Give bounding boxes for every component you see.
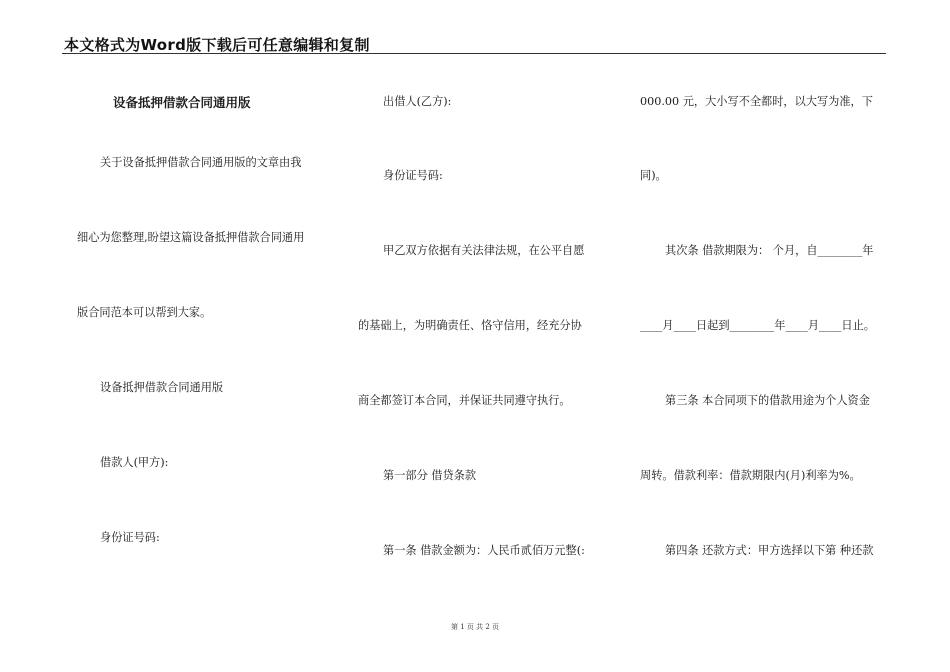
borrower-label: 借款人(甲方): bbox=[100, 456, 169, 469]
document-title: 设备抵押借款合同通用版 bbox=[113, 95, 251, 110]
preamble-line-2: 的基础上，为明确责任、恪守信用，经充分协 bbox=[358, 319, 582, 332]
borrower-id-label: 身份证号码: bbox=[100, 531, 160, 544]
preamble-line-1: 甲乙双方依据有关法律法规，在公平自愿 bbox=[383, 244, 585, 257]
article-3-line-2: 周转。借款利率：借款期限内(月)利率为%。 bbox=[640, 469, 861, 482]
intro-line-3: 版合同范本可以帮到大家。 bbox=[77, 306, 212, 319]
amount-end-line: 同)。 bbox=[640, 169, 667, 182]
article-2-line-2: ____月____日起到________年____月____日止。 bbox=[640, 319, 875, 332]
article-3-line-1: 第三条 本合同项下的借款用途为个人资金 bbox=[665, 394, 870, 407]
article-1-line: 第一条 借款金额为：人民币贰佰万元整(: bbox=[383, 544, 585, 557]
intro-line-2: 细心为您整理,盼望这篇设备抵押借款合同通用 bbox=[77, 231, 305, 244]
article-2-line-1: 其次条 借款期限为： 个月，自________年 bbox=[665, 244, 874, 257]
document-header-title: 本文格式为Word版下载后可任意编辑和复制 bbox=[64, 36, 370, 54]
lender-label: 出借人(乙方): bbox=[383, 95, 452, 108]
page-number-footer: 第 1 页 共 2 页 bbox=[450, 623, 500, 631]
article-4-line: 第四条 还款方式：甲方选择以下第 种还款 bbox=[665, 544, 874, 557]
preamble-line-3: 商全都签订本合同，并保证共同遵守执行。 bbox=[358, 394, 571, 407]
part-1-heading: 第一部分 借贷条款 bbox=[383, 469, 477, 482]
contract-subtitle: 设备抵押借款合同通用版 bbox=[100, 381, 224, 394]
amount-continuation-line: 000.00 元，大小写不全都时，以大写为准，下 bbox=[640, 95, 873, 108]
intro-line-1: 关于设备抵押借款合同通用版的文章由我 bbox=[100, 156, 302, 169]
header-divider bbox=[62, 53, 886, 54]
lender-id-label: 身份证号码: bbox=[383, 169, 443, 182]
